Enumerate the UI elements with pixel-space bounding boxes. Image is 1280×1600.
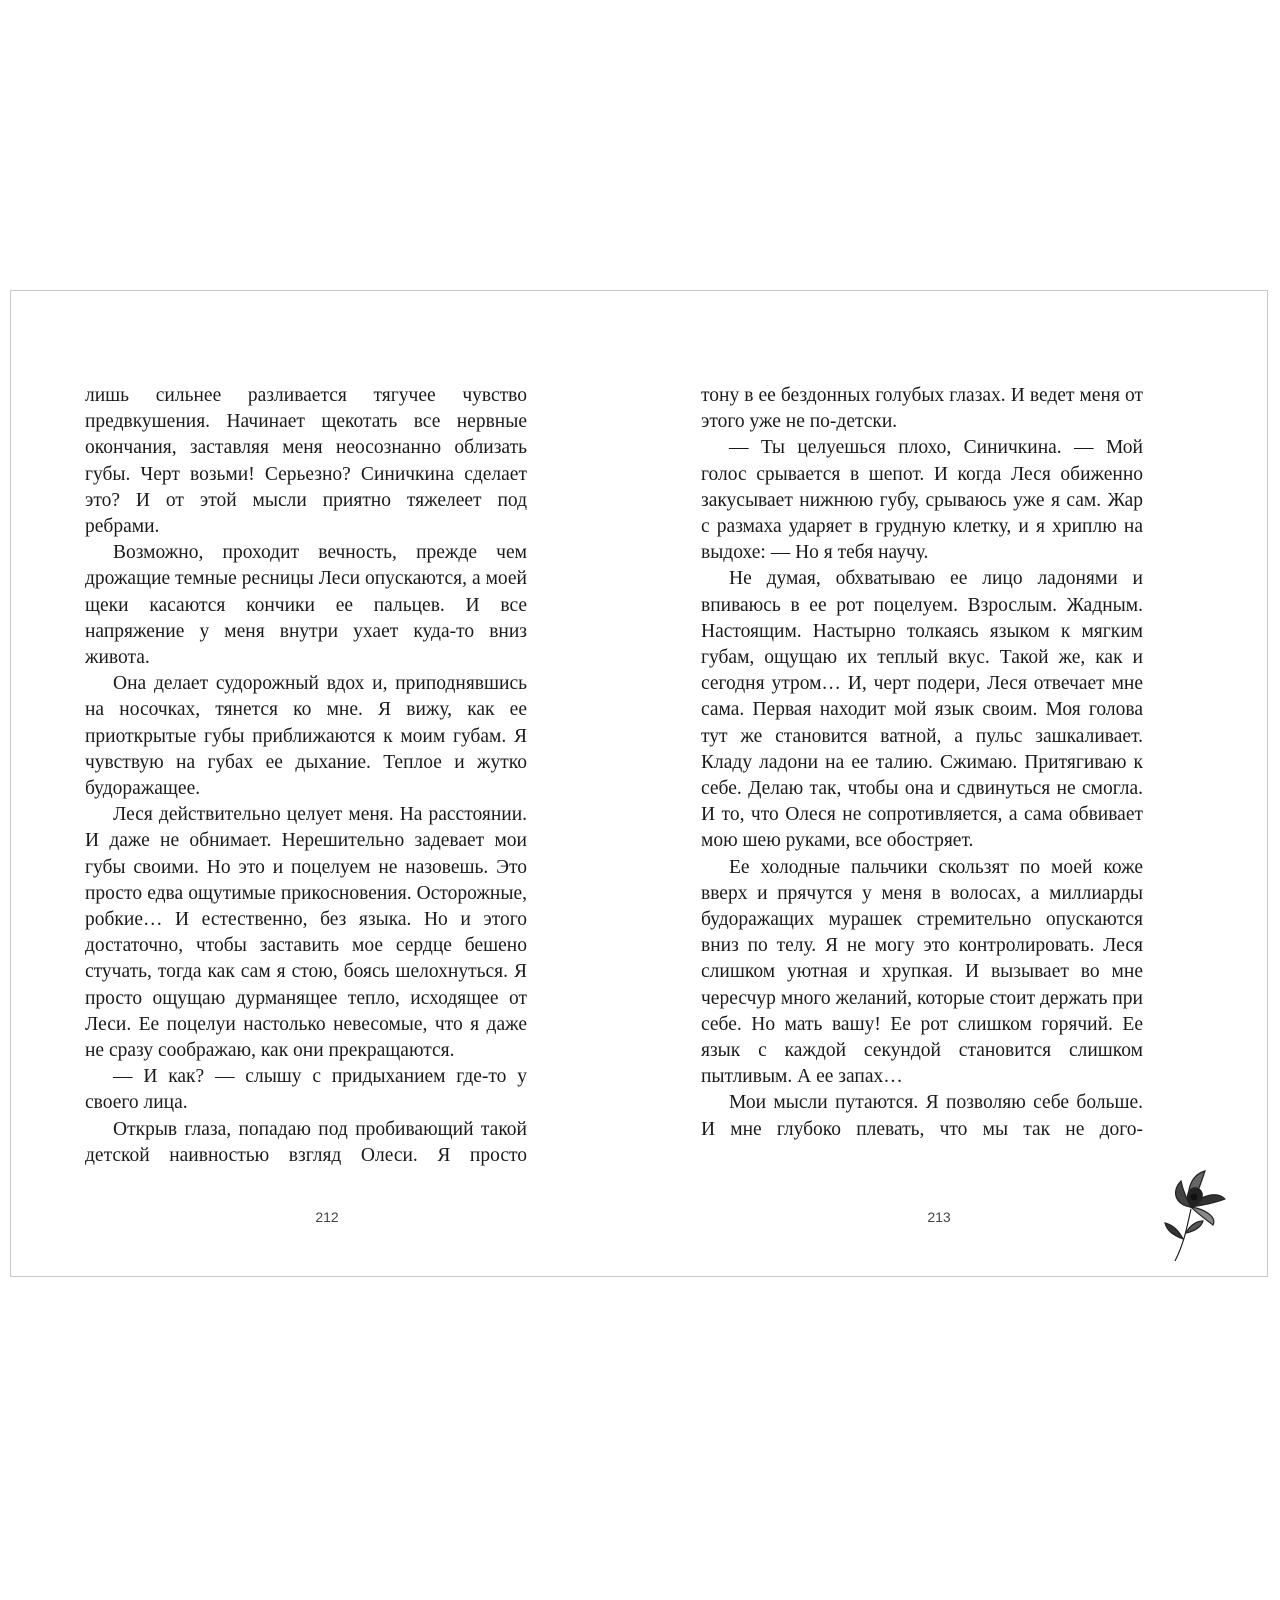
paragraph: Не думая, обхватываю ее лицо ладонями и впиваюсь в ее рот поцелуем. Взрослым. Жадным. Настоящим. Настырно толкаясь языком к мягким губам, ощущаю их теплый вкус. Такой же, как и сегодня утром… И, черт подери, Леся отвечает мне сама. Первая находит мой язык своим. Моя голова тут же становится ватной, а пульс зашкаливает. Кладу ладони на ее талию. Сжимаю. Притягиваю к себе. Делаю так, чтобы она и сдвинуться не смогла. И то, что Олеся не сопротивляется, а сама обвивает мою шею руками, все обостряет. — [701, 568, 1143, 852]
paragraph: тону в ее бездонных голубых глазах. И ведет меня от этого уже не по-детски. — [701, 385, 1143, 433]
paragraph: лишь сильнее разливается тягучее чувство предвкушения. Начинает щекотать все нервные окончания, заставляя меня неосознанно облизать губы. Черт возьми! Серьезно? Синичкина сделает это? И от этой мысли приятно тяжелеет под ребрами. — [85, 385, 527, 538]
paragraph: Леся действительно целует меня. На расстоянии. И даже не обнимает. Нерешительно задевает мои губы своими. Но это и поцелуем не назовешь. Это просто едва ощутимые прикосновения. Осторожные, робкие… И естественно, без языка. Но и этого достаточно, чтобы заставить мое сердце бешено стучать, тогда как сам я стою, боясь шелохнуться. Я просто ощущаю дурманящее тепло, исходящее от Леси. Ее поцелуи настолько невесомые, что я даже не сразу соображаю, как они прекращаются. — [85, 804, 527, 1062]
left-page-text — [85, 383, 527, 1169]
paragraph: — Ты целуешься плохо, Синичкина. — Мой голос срывается в шепот. И когда Леся обиженно закусывает нижнюю губу, срываюсь уже я сам. Жар с размаха ударяет в грудную клетку, и я хриплю на выдохе: — Но я тебя научу. — [701, 437, 1143, 564]
paragraph: Мои мысли путаются. Я позволяю себе больше. И мне глубоко плевать, что мы так не дого- — [701, 1092, 1143, 1140]
flower-icon — [1161, 1161, 1231, 1271]
paragraph: — И как? — слышу с придыханием где-то у своего лица. — [85, 1066, 527, 1114]
paragraph: Ее холодные пальчики скользят по моей коже вверх и прячутся у меня в волосах, а миллиарды будоражащих мурашек стремительно опускаются вниз по телу. Я не могу это контролировать. Леся слишком уютная и хрупкая. И вызывает во мне чересчур много желаний, которые стоит держать при себе. Но мать вашу! Ее рот слишком горячий. Ее язык с каждой секундой становится слишком пытливым. А ее запах… — [701, 856, 1143, 1088]
book-spread — [10, 290, 1268, 1277]
page-number-right: 213 — [927, 1209, 951, 1225]
paragraph: Она делает судорожный вдох и, приподнявшись на носочках, тянется ко мне. Я вижу, как ее приоткрытые губы приближаются к моим губам. Я чувствую на губах ее дыхание. Теплое и жутко будоражащее. — [85, 673, 527, 800]
paragraph: Открыв глаза, попадаю под пробивающий такой детской наивностью взгляд Олеси. Я просто — [85, 1118, 527, 1166]
paragraph: Возможно, проходит вечность, прежде чем дрожащие темные ресницы Леси опускаются, а моей щеки касаются кончики ее пальцев. И все напряжение у меня внутри ухает куда-то вниз живота. — [85, 542, 527, 669]
page-number-left: 212 — [315, 1209, 339, 1225]
right-page-text — [701, 383, 1143, 1143]
